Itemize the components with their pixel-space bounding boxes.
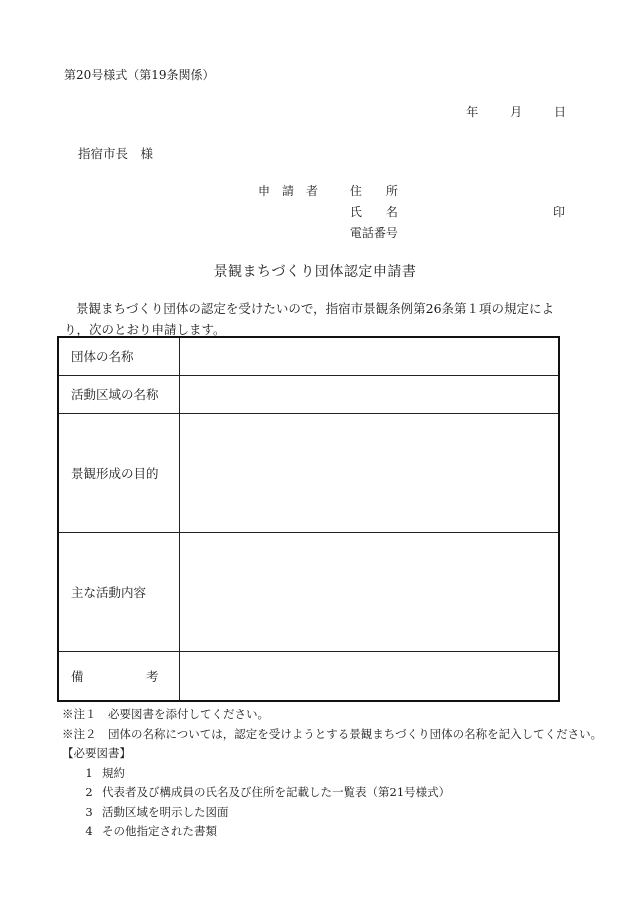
intro-text: 景観まちづくり団体の認定を受けたいので，指宿市景観条例第26条第１項の規定により，次のとおり申請します。 bbox=[64, 301, 555, 337]
activity-area-field[interactable] bbox=[180, 375, 560, 413]
date-year-label: 年 bbox=[466, 105, 479, 119]
table-row bbox=[58, 337, 559, 375]
applicant-address-row bbox=[258, 182, 398, 203]
name-label: 氏 名 bbox=[349, 205, 398, 219]
row-label-purpose: 景観形成の目的 bbox=[58, 413, 180, 532]
list-item-text: 活動区域を明示した図面 bbox=[102, 804, 229, 819]
address-label: 住 所 bbox=[349, 184, 398, 198]
row-label-activities: 主な活動内容 bbox=[58, 532, 180, 651]
table-row bbox=[58, 532, 559, 651]
notes-block bbox=[62, 705, 602, 842]
applicant-name-row bbox=[258, 203, 398, 224]
table-row bbox=[58, 651, 559, 701]
row-label-group-name: 団体の名称 bbox=[58, 337, 180, 375]
list-item-number: 4 bbox=[85, 824, 93, 838]
table-row bbox=[58, 413, 559, 532]
list-item-number: 2 bbox=[85, 785, 93, 799]
date-day-label: 日 bbox=[553, 105, 566, 119]
required-docs-heading: 【必要図書】 bbox=[62, 746, 131, 760]
list-item bbox=[62, 803, 602, 823]
applicant-phone-row bbox=[258, 224, 398, 245]
list-item-text: 規約 bbox=[102, 765, 125, 780]
date-month-label: 月 bbox=[510, 105, 523, 119]
row-label-activity-area: 活動区域の名称 bbox=[58, 375, 180, 413]
note-1: ※注１ 必要図書を添付してください。 bbox=[62, 707, 269, 721]
document-title: 景観まちづくり団体認定申請書 bbox=[213, 264, 417, 280]
application-table bbox=[57, 336, 560, 702]
list-item-text: 代表者及び構成員の氏名及び住所を記載した一覧表（第21号様式） bbox=[102, 785, 451, 799]
form-number: 第20号様式（第19条関係） bbox=[64, 68, 215, 82]
table-row bbox=[58, 375, 559, 413]
applicant-label: 申 請 者 bbox=[258, 184, 319, 198]
phone-label: 電話番号 bbox=[349, 226, 398, 240]
remarks-field[interactable] bbox=[180, 651, 560, 701]
list-item-number: 1 bbox=[85, 765, 93, 780]
row-label-remarks: 備 考 bbox=[58, 651, 180, 701]
note-2: ※注２ 団体の名称については，認定を受けようとする景観まちづくり団体の名称を記入してください。 bbox=[62, 726, 603, 741]
intro-paragraph bbox=[64, 298, 564, 340]
list-item bbox=[62, 783, 602, 803]
list-item bbox=[62, 822, 602, 842]
seal-mark: 印 bbox=[553, 205, 566, 219]
list-item-text: その他指定された書類 bbox=[102, 824, 217, 838]
activities-field[interactable] bbox=[180, 532, 560, 651]
purpose-field[interactable] bbox=[180, 413, 560, 532]
group-name-field[interactable] bbox=[180, 337, 560, 375]
list-item-number: 3 bbox=[85, 804, 93, 819]
applicant-block bbox=[258, 182, 398, 245]
date-line bbox=[466, 103, 566, 120]
addressee: 指宿市長 様 bbox=[78, 146, 154, 161]
list-item bbox=[62, 764, 602, 784]
